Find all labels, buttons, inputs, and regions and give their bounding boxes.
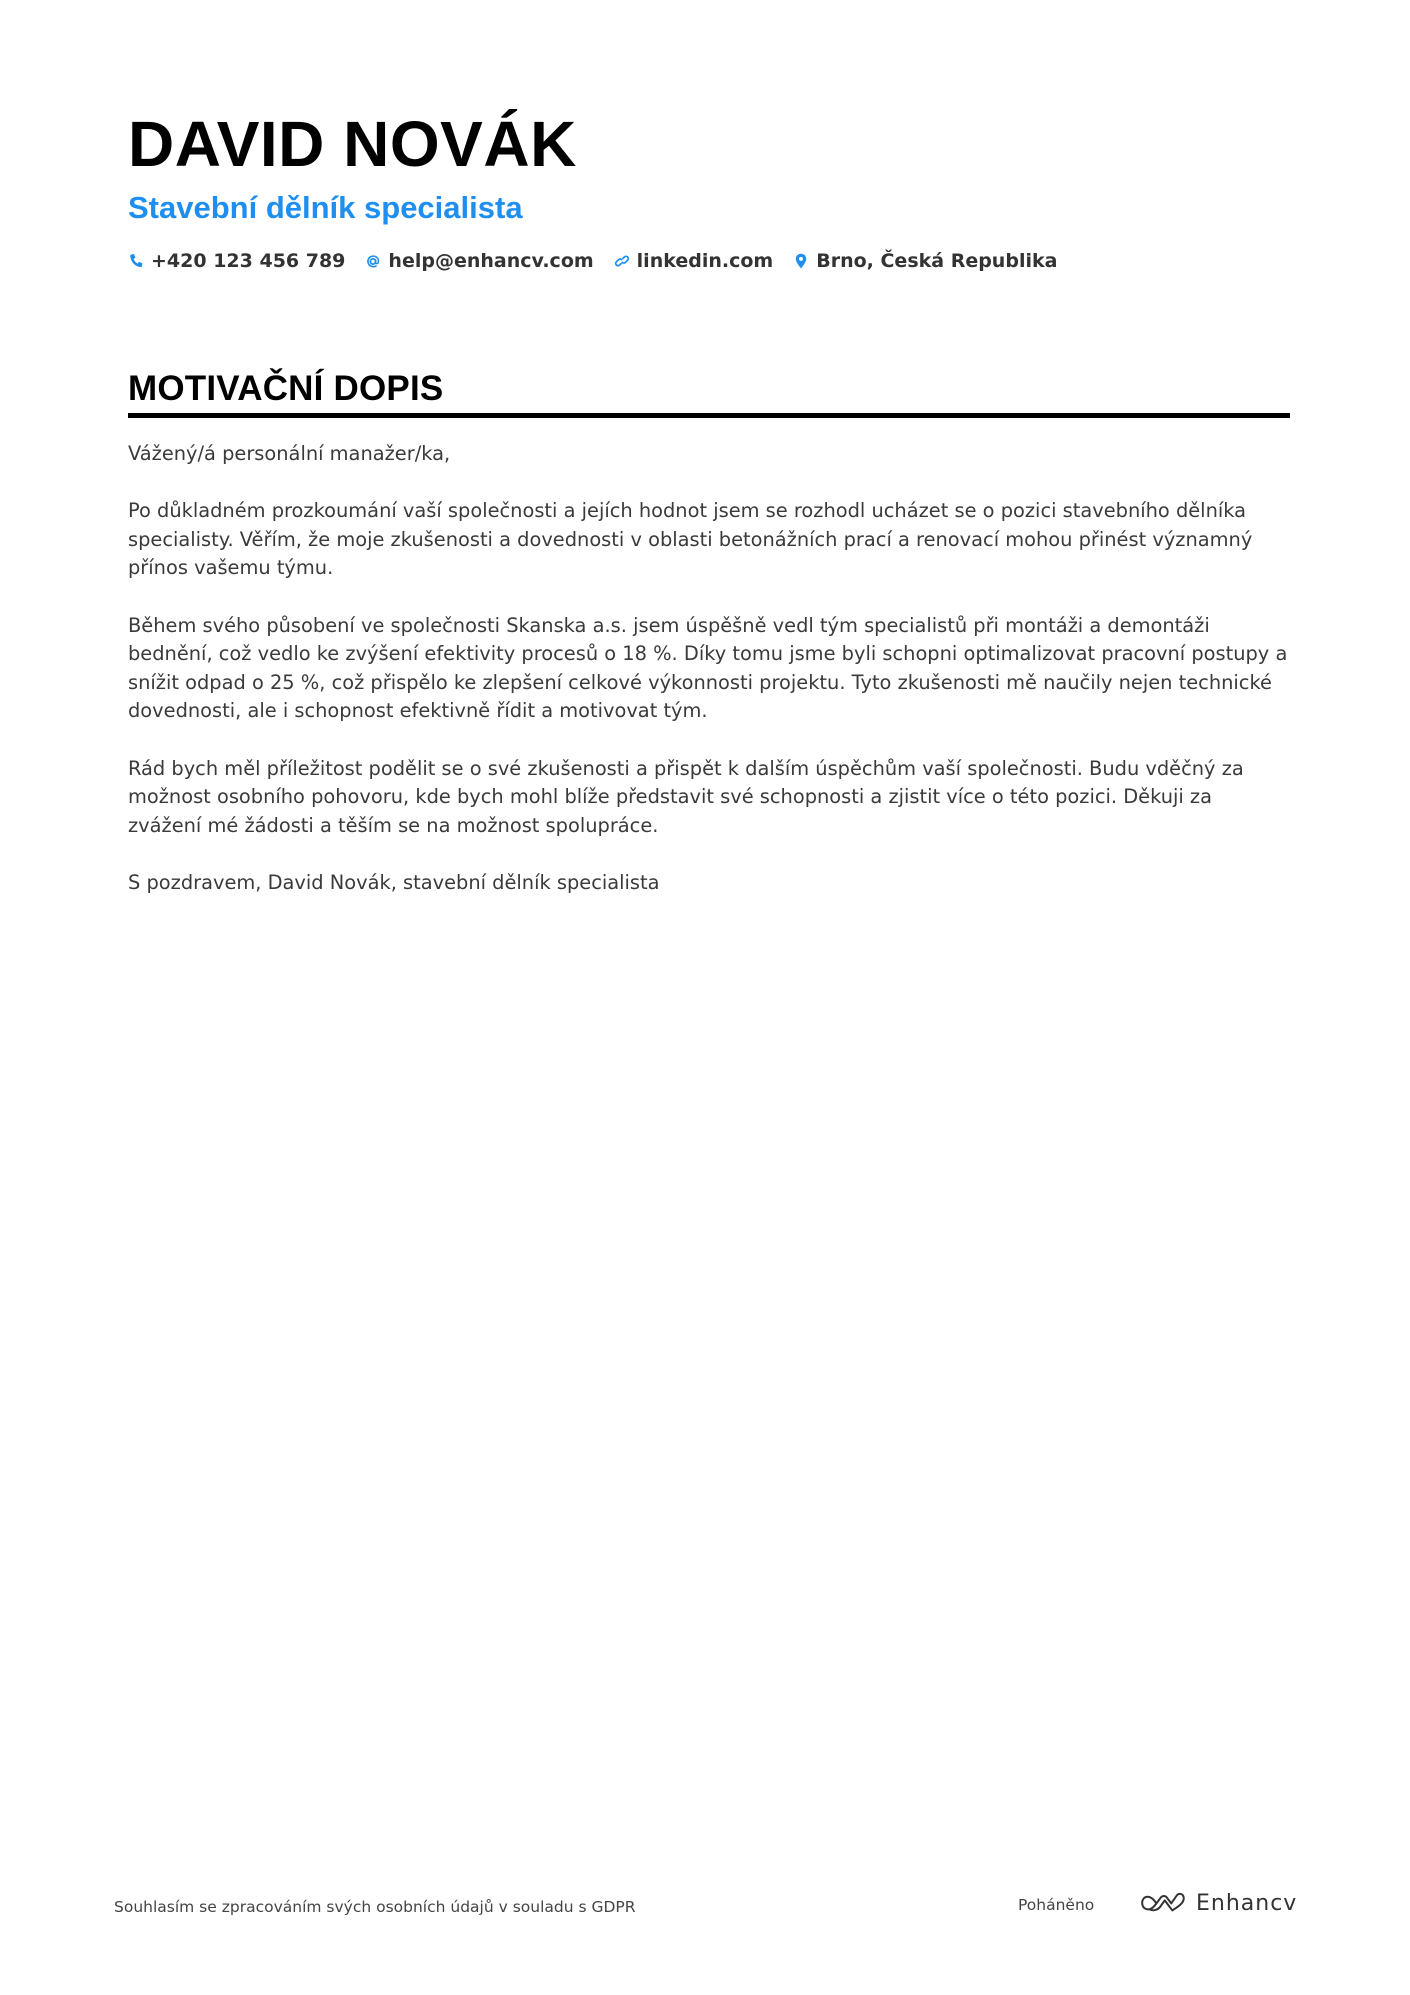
contact-bar — [128, 250, 1288, 272]
letter-paragraph: Rád bych měl příležitost podělit se o své zkušenosti a přispět k dalším úspěchům vaší společnosti. Budu vděčný za možnost osobního pohovoru, kde bych mohl blíže představit své schopnosti a zjistit více o této pozici. Děkuji za zvážení mé žádosti a těším se na možnost spolupráce. — [128, 756, 1244, 837]
letter-paragraph: Po důkladném prozkoumání vaší společnosti a jejích hodnot jsem se rozhodl ucházet se o pozici stavebního dělníka specialisty. Věřím, že moje zkušenosti a dovednosti v oblasti betonážních prací a renovací mohou přinést významný přínos vašemu týmu. — [128, 499, 1253, 580]
contact-phone — [128, 250, 345, 272]
phone-text: +420 123 456 789 — [151, 250, 346, 272]
page-footer — [114, 1890, 1298, 1920]
contact-linkedin[interactable] — [614, 250, 774, 272]
phone-icon — [128, 252, 144, 270]
section-title: MOTIVAČNÍ DOPIS — [128, 369, 444, 408]
link-icon — [614, 252, 630, 270]
candidate-name: DAVID NOVÁK — [128, 108, 577, 180]
at-icon — [365, 252, 381, 270]
contact-email[interactable] — [365, 250, 593, 272]
contact-location — [793, 250, 1057, 272]
cover-letter-section — [128, 367, 1290, 926]
gdpr-consent-text: Souhlasím se zpracováním svých osobních údajů v souladu s GDPR — [114, 1898, 636, 1916]
enhancv-logo-icon — [1140, 1890, 1186, 1916]
section-divider — [128, 413, 1290, 418]
enhancv-brand-name: Enhancv — [1196, 1890, 1298, 1916]
enhancv-brand-link[interactable] — [1140, 1890, 1297, 1916]
linkedin-text: linkedin.com — [636, 250, 774, 272]
resume-header — [128, 106, 1288, 272]
email-text: help@enhancv.com — [388, 250, 594, 272]
job-title: Stavební dělník specialista — [128, 190, 523, 225]
location-pin-icon — [793, 252, 809, 270]
letter-body — [128, 440, 1290, 898]
powered-by-text: Poháněno — [1018, 1896, 1095, 1914]
location-text: Brno, Česká Republika — [816, 250, 1058, 272]
letter-closing: S pozdravem, David Novák, stavební dělník specialista — [128, 870, 660, 894]
letter-paragraph: Během svého působení ve společnosti Skanska a.s. jsem úspěšně vedl tým specialistů při montáži a demontáži bednění, což vedlo ke zvýšení efektivity procesů o 18 %. Díky tomu jsme byli schopni optimalizovat pracovní postupy a snížit odpad o 25 %, což přispělo ke zlepšení celkové výkonnosti projektu. Tyto zkušenosti mě naučily nejen technické dovednosti, ale i schopnost efektivně řídit a motivovat tým. — [128, 613, 1288, 723]
letter-greeting: Vážený/á personální manažer/ka, — [128, 442, 451, 465]
